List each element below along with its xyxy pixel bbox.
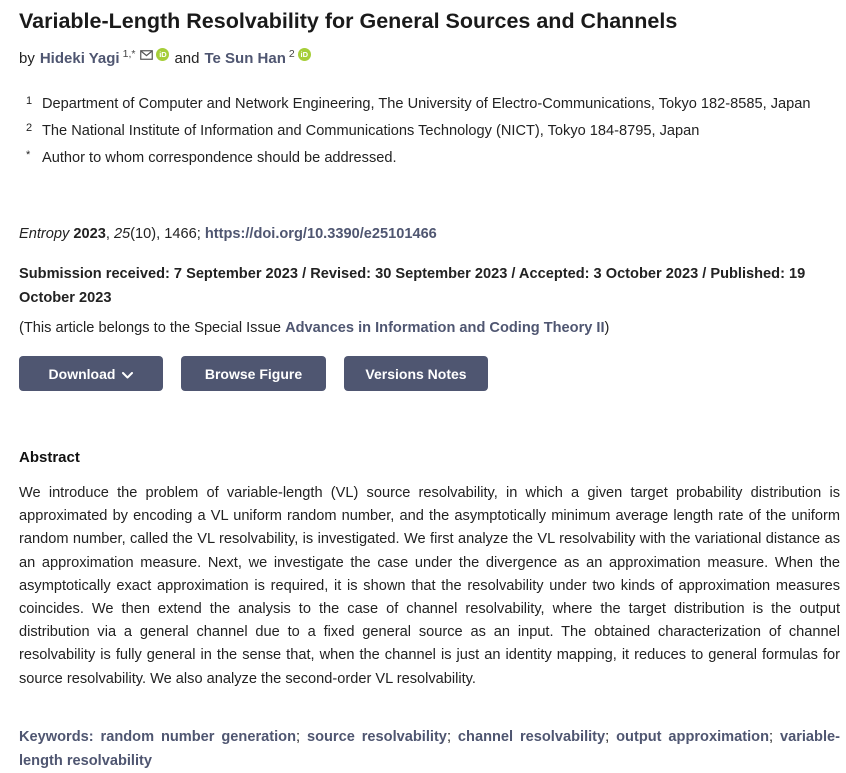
keyword-link[interactable]: source resolvability [306,729,447,745]
download-button[interactable] [19,356,163,391]
mail-icon[interactable] [140,47,153,64]
author-te-sun-han-link[interactable]: Te Sun Han [204,50,286,67]
affiliation-item [26,119,842,143]
doi-link[interactable]: https://doi.org/10.3390/e25101466 [204,226,437,242]
versions-notes-button[interactable] [344,356,488,391]
orcid-icon[interactable]: iD [156,48,169,61]
affiliation-marker: 1 [26,95,33,107]
affiliation-marker: 2 [26,122,33,134]
author-line [19,47,311,67]
browse-figure-label: Browse Figure [204,365,303,382]
citation-volume: 25 [113,226,131,242]
publication-dates: Submission received: 7 September 2023 / Revised: 30 September 2023 / Accepted: 3 October 2023 / Published: 19 October 2023 [19,266,806,306]
author-hideki-yagi-link[interactable]: Hideki Yagi [39,50,120,67]
affiliation-marker: * [26,149,31,161]
article-title: Variable-Length Resolvability for General Sources and Channels [19,9,678,33]
special-issue-line [19,320,609,336]
affiliation-item [26,92,842,116]
author-affiliation-sup: 2 [288,47,295,60]
keyword-link[interactable]: variable-length resolvability [19,729,840,769]
affiliation-text: Department of Computer and Network Engineering, The University of Electro-Communications, Tokyo 182-8585, Japan [42,96,811,112]
download-button-label: Download [48,365,116,382]
citation-line: Entropy 2023, 25(10), 1466; https://doi.org/10.3390/e25101466 [19,226,437,242]
citation-issue-pages: (10), 1466; [130,226,205,242]
special-issue-suffix: ) [604,320,610,336]
keyword-separator: ; [446,729,451,745]
keyword-separator: ; [605,729,610,745]
chevron-down-icon [122,366,133,382]
keywords-line [19,725,840,773]
orcid-icon[interactable]: iD [298,48,311,61]
keyword-separator: ; [768,729,774,745]
affiliation-text: The National Institute of Information and Communications Technology (NICT), Tokyo 184-8795, Japan [42,123,700,139]
abstract-text: We introduce the problem of variable-length (VL) source resolvability, in which a given target probability distribution is approximated by encoding a VL uniform random number, and the asymptotically minimum average length rate of the uniform random number, called the VL resolvability, is investigated. We first analyze the VL resolvability with the variational distance as an approximation measure. Next, we investigate the case under the divergence as an approximation measure. When the asymptotically exact approximation is required, it is shown that the resolvability under two kinds of approximation measures coincides. We then extend the analysis to the case of channel resolvability, where the target distribution is the output distribution via a general channel due to a fixed general source as an input. The obtained characterization of channel resolvability is fully general in the sense that, when the channel is just an identity mapping, it reduces to general formulas for source resolvability. We also analyze the second-order VL resolvability. [19,485,840,687]
abstract-heading: Abstract [19,449,80,466]
special-issue-prefix: (This article belongs to the Special Issue [19,320,286,336]
affiliation-text: Author to whom correspondence should be addressed. [42,150,397,166]
keyword-separator: ; [296,729,301,745]
versions-notes-label: Versions Notes [365,365,467,382]
affiliation-item [26,146,842,170]
citation-year: 2023 [73,226,106,242]
keyword-link[interactable]: output approximation [616,729,769,745]
by-label: by [19,50,35,67]
author-affiliation-sup: 1,* [122,47,136,60]
affiliations-list [26,92,842,173]
keyword-link[interactable]: channel resolvability [457,729,606,745]
and-label: and [174,50,200,67]
special-issue-link[interactable]: Advances in Information and Coding Theory II [285,320,605,336]
browse-figure-button[interactable] [181,356,326,391]
keywords-label: Keywords: [19,729,94,745]
journal-name: Entropy [19,226,70,242]
keyword-link[interactable]: random number generation [100,729,296,745]
